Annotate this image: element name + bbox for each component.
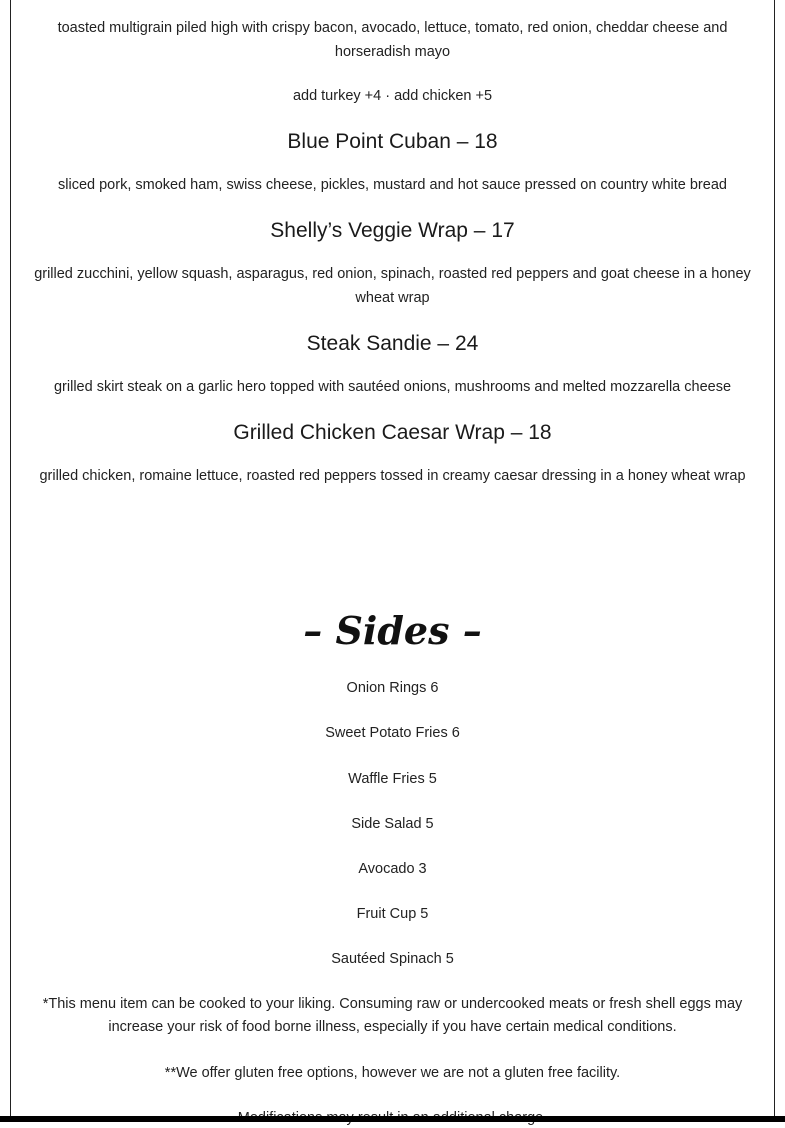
menu-page: [10, 0, 775, 1117]
gluten-free-note: **We offer gluten free options, however we are not a gluten free facility.: [164, 1065, 621, 1081]
item-title-veggie-wrap: Shelly’s Veggie Wrap – 17: [270, 219, 515, 242]
item-addons: add turkey +4 · add chicken +5: [292, 88, 493, 104]
item-title-chicken-caesar-wrap: Grilled Chicken Caesar Wrap – 18: [233, 421, 552, 444]
item-description: grilled chicken, romaine lettuce, roasted red peppers tossed in creamy caesar dressing in a honey wheat wrap: [39, 468, 746, 484]
sides-section-title: – Sides –: [303, 608, 482, 653]
item-description: grilled zucchini, yellow squash, asparagus, red onion, spinach, roasted red peppers and goat cheese in a honey wheat wrap: [34, 266, 751, 306]
side-item-avocado: Avocado 3: [358, 861, 427, 877]
side-item-sauteed-spinach: Sautéed Spinach 5: [331, 951, 454, 967]
page-bottom-edge: [0, 1116, 785, 1122]
side-item-fruit-cup: Fruit Cup 5: [356, 906, 429, 922]
item-title-blue-point-cuban: Blue Point Cuban – 18: [287, 130, 498, 153]
item-description: grilled skirt steak on a garlic hero topped with sautéed onions, mushrooms and melted mozzarella cheese: [53, 379, 732, 395]
side-item-waffle-fries: Waffle Fries 5: [348, 771, 437, 787]
side-item-sweet-potato-fries: Sweet Potato Fries 6: [325, 725, 460, 741]
side-item-side-salad: Side Salad 5: [351, 816, 434, 832]
item-description: sliced pork, smoked ham, swiss cheese, pickles, mustard and hot sauce pressed on country white bread: [58, 177, 727, 193]
raw-food-warning: *This menu item can be cooked to your liking. Consuming raw or undercooked meats or fresh shell eggs may increase your risk of food borne illness, especially if you have certain medical conditions.: [42, 996, 743, 1035]
side-item-onion-rings: Onion Rings 6: [346, 680, 439, 696]
item-description: toasted multigrain piled high with crispy bacon, avocado, lettuce, tomato, red onion, cheddar cheese and horseradish mayo: [57, 20, 728, 60]
item-title-steak-sandie: Steak Sandie – 24: [306, 332, 479, 355]
